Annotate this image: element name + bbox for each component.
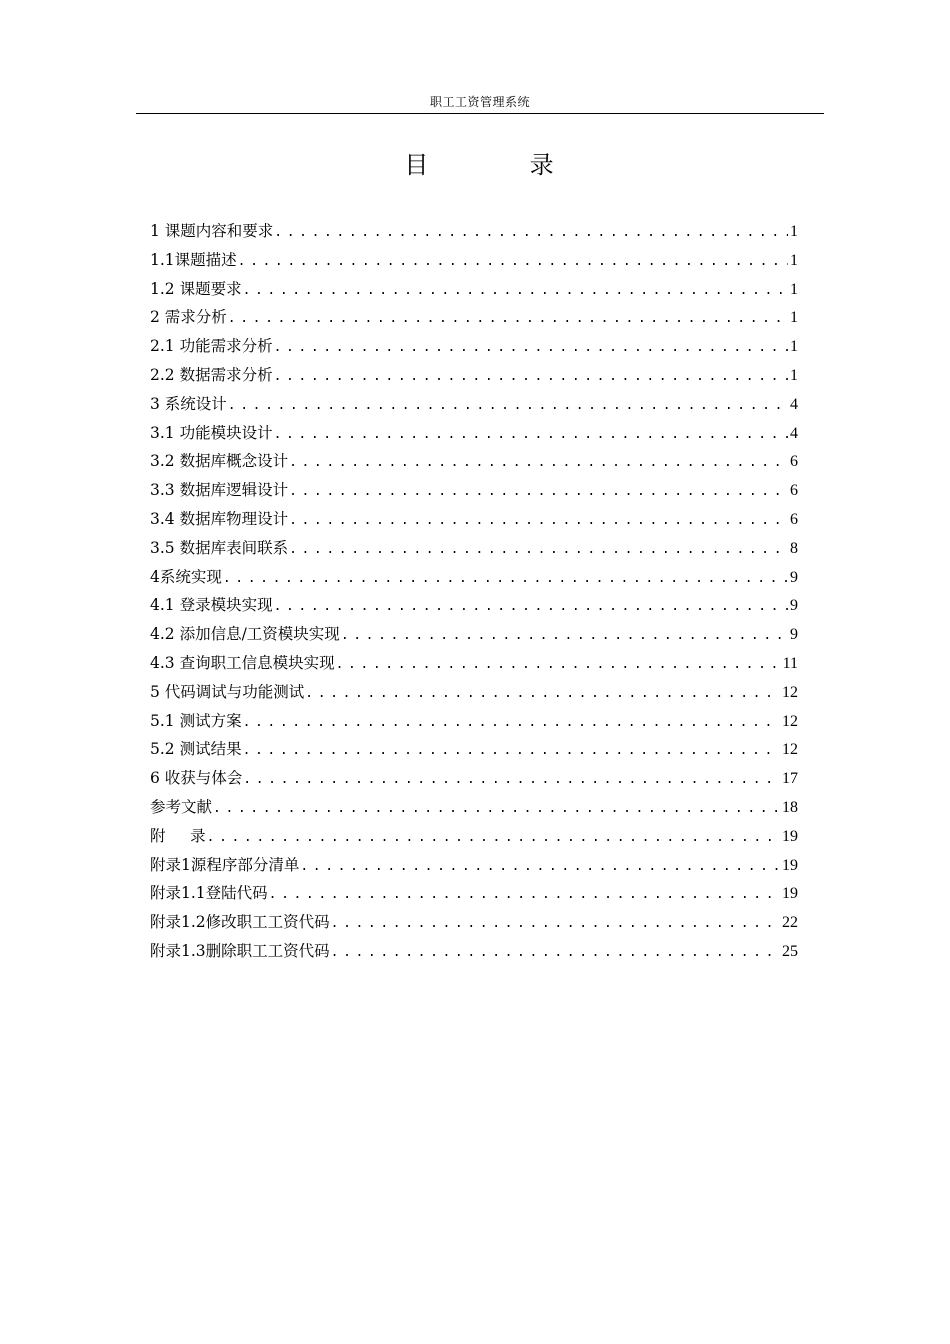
toc-entry-title: 附录1.2修改职工工资代码 (150, 913, 330, 932)
toc-entry[interactable] (150, 563, 798, 592)
toc-dot-leader (336, 651, 781, 680)
toc-entry-page-number: 1 (790, 366, 798, 384)
toc-title (136, 148, 824, 182)
toc-entry-title: 3 系统设计 (150, 394, 227, 413)
header-rule (136, 113, 824, 114)
toc-entry[interactable] (150, 476, 798, 505)
toc-entry-page-number: 22 (782, 914, 798, 932)
toc-entry[interactable] (150, 620, 798, 649)
toc-entry-page-number: 1 (790, 280, 798, 298)
toc-entry-title: 3.1 功能模块设计 (150, 423, 273, 442)
toc-entry-page-number: 18 (782, 798, 798, 816)
toc-dot-leader (331, 910, 780, 939)
toc-entry-page-number: 8 (790, 539, 798, 557)
toc-entry-page-number: 4 (790, 424, 798, 442)
toc-dot-leader (289, 536, 788, 565)
toc-dot-leader (341, 622, 788, 651)
toc-entry[interactable] (150, 851, 798, 880)
toc-entry[interactable] (150, 505, 798, 534)
toc-entry[interactable] (150, 390, 798, 419)
toc-entry-page-number: 11 (782, 654, 798, 672)
toc-dot-leader (274, 334, 788, 363)
toc-entry[interactable] (150, 879, 798, 908)
toc-entry-page-number: 12 (782, 741, 798, 759)
toc-entry-title: 2.2 数据需求分析 (150, 365, 273, 384)
toc-dot-leader (228, 305, 788, 334)
toc-entry-title: 3.2 数据库概念设计 (150, 452, 289, 471)
toc-entry-title: 3.5 数据库表间联系 (150, 538, 289, 557)
toc-entry-title: 附录1.1登陆代码 (150, 884, 268, 903)
toc-entry[interactable] (150, 678, 798, 707)
toc-dot-leader (243, 766, 780, 795)
toc-dot-leader (228, 392, 788, 421)
toc-entry-title: 4系统实现 (150, 567, 222, 586)
toc-entry-title: 4.1 登录模块实现 (150, 596, 273, 615)
toc-entry-page-number: 19 (782, 885, 798, 903)
toc-entry-title: 4.2 添加信息/工资模块实现 (150, 625, 340, 644)
toc-entry-title: 4.3 查询职工信息模块实现 (150, 653, 335, 672)
toc-entry[interactable] (150, 447, 798, 476)
toc-entry-title: 1.1课题描述 (150, 250, 237, 269)
toc-dot-leader (289, 478, 788, 507)
toc-entry-page-number: 19 (782, 856, 798, 874)
toc-dot-leader (238, 248, 788, 277)
toc-entry-page-number: 1 (790, 338, 798, 356)
toc-dot-leader (300, 853, 780, 882)
toc-entry-title: 参考文献 (150, 797, 213, 816)
toc-entry-page-number: 6 (790, 453, 798, 471)
toc-dot-leader (207, 824, 780, 853)
toc-entry[interactable] (150, 275, 798, 304)
toc-dot-leader (243, 277, 788, 306)
toc-dot-leader (274, 593, 788, 622)
toc-entry-page-number: 6 (790, 510, 798, 528)
toc-dot-leader (289, 449, 788, 478)
toc-entry[interactable] (150, 764, 798, 793)
toc-dot-leader (269, 881, 780, 910)
toc-entry[interactable] (150, 707, 798, 736)
table-of-contents (150, 217, 798, 966)
toc-entry-page-number: 17 (782, 770, 798, 788)
toc-dot-leader (289, 507, 788, 536)
toc-entry-title: 3.3 数据库逻辑设计 (150, 481, 289, 500)
toc-entry[interactable] (150, 332, 798, 361)
toc-entry[interactable] (150, 822, 798, 851)
toc-dot-leader (213, 795, 780, 824)
running-header: 职工工资管理系统 (429, 95, 530, 109)
toc-dot-leader (274, 219, 788, 248)
toc-dot-leader (223, 565, 788, 594)
toc-dot-leader (305, 680, 780, 709)
toc-entry-page-number: 9 (790, 597, 798, 615)
toc-entry[interactable] (150, 534, 798, 563)
toc-entry[interactable] (150, 735, 798, 764)
toc-entry-title: 3.4 数据库物理设计 (150, 509, 289, 528)
toc-entry-title: 1 课题内容和要求 (150, 222, 274, 240)
toc-dot-leader (243, 709, 780, 738)
toc-entry-page-number: 6 (790, 482, 798, 500)
toc-entry-title: 5.2 测试结果 (150, 740, 242, 759)
toc-entry-page-number: 1 (790, 223, 798, 240)
toc-entry-page-number: 12 (782, 712, 798, 730)
toc-entry[interactable] (150, 419, 798, 448)
toc-entry[interactable] (150, 246, 798, 275)
toc-dot-leader (243, 737, 780, 766)
toc-entry-title: 5.1 测试方案 (150, 711, 242, 730)
toc-entry[interactable] (150, 793, 798, 822)
toc-entry-page-number: 25 (782, 942, 798, 960)
toc-entry[interactable] (150, 217, 798, 246)
toc-dot-leader (274, 421, 788, 450)
toc-entry[interactable] (150, 649, 798, 678)
toc-entry[interactable] (150, 303, 798, 332)
toc-entry-title: 2.1 功能需求分析 (150, 337, 273, 356)
toc-entry[interactable] (150, 908, 798, 937)
toc-entry[interactable] (150, 361, 798, 390)
toc-entry-page-number: 12 (782, 683, 798, 701)
toc-entry-page-number: 9 (790, 568, 798, 586)
toc-entry[interactable] (150, 591, 798, 620)
toc-dot-leader (331, 939, 780, 968)
toc-entry-title: 2 需求分析 (150, 308, 227, 327)
toc-entry-page-number: 1 (790, 309, 798, 327)
toc-entry-title: 附 录 (150, 826, 206, 845)
toc-entry-page-number: 9 (790, 626, 798, 644)
toc-entry-page-number: 1 (790, 251, 798, 269)
toc-entry-title: 6 收获与体会 (150, 769, 243, 788)
toc-entry-page-number: 4 (790, 395, 798, 413)
toc-entry-title: 附录1源程序部分清单 (150, 855, 300, 874)
toc-entry-title: 5 代码调试与功能测试 (150, 682, 305, 701)
toc-entry-page-number: 19 (782, 827, 798, 845)
toc-entry-title: 附录1.3删除职工工资代码 (150, 941, 330, 960)
toc-entry[interactable] (150, 937, 798, 966)
toc-title-text: 目 录 (404, 151, 556, 179)
toc-dot-leader (274, 363, 788, 392)
toc-entry-title: 1.2 课题要求 (150, 279, 242, 298)
